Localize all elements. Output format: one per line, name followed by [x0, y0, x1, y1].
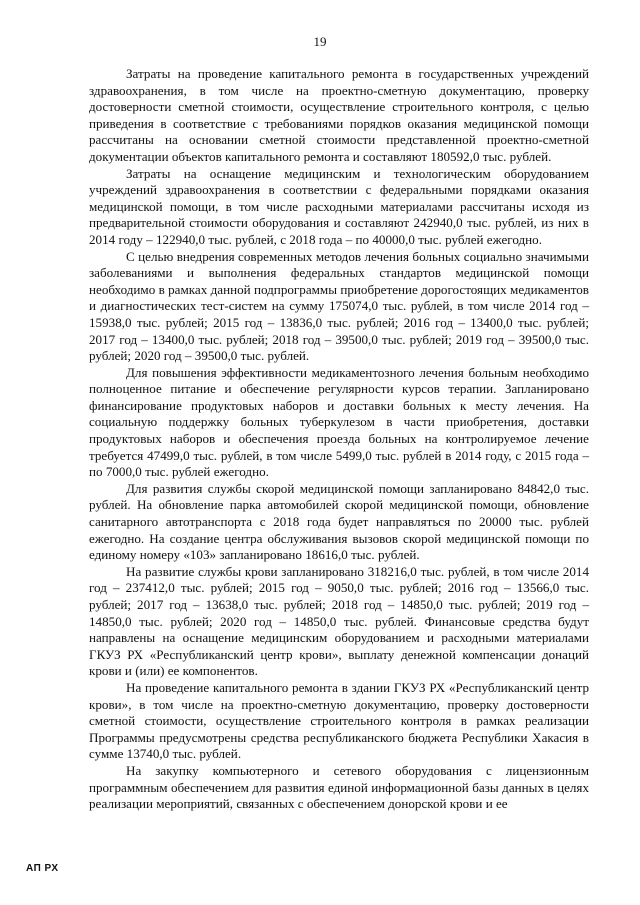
paragraph-blood-service: На развитие службы крови запланировано 318216,0 тыс. рублей, в том числе 2014 год – 237412,0 тыс. рублей; 2015 год – 9050,0 тыс. рублей; 2016 год – 13566,0 тыс. рублей; 2017 год – 13638,0 тыс. рублей; 2018 год – 14850,0 тыс. рублей; 2019 год – 14850,0 тыс. рублей; 2020 год – 14850,0 тыс. рублей. Финансовые средства будут направлены на оснащение медицинским оборудованием и расходными материалами ГКУЗ РХ «Республиканский центр крови», выплату денежной компенсации донаций крови и (или) ее компонентов. [89, 563, 589, 679]
paragraph-ambulance-service: Для развития службы скорой медицинской помощи запланировано 84842,0 тыс. рублей. На обновление парка автомобилей скорой медицинской помощи, обновление санитарного автотранспорта с 2018 года будет направляться по 20000 тыс. рублей ежегодно. На создание центра обслуживания вызовов скорой медицинской помощи по единому номеру «103» запланировано 18616,0 тыс. рублей. [89, 480, 589, 563]
paragraph-equipment: Затраты на оснащение медицинским и технологическим оборудованием учреждений здравоохранения в соответствии с федеральными порядками оказания медицинской помощи, в том числе расходными материалами рассчитаны исходя из предварительной стоимости оборудования и составляют 242940,0 тыс. рублей, из них в 2014 году – 122940,0 тыс. рублей, с 2018 года – по 40000,0 тыс. рублей ежегодно. [89, 165, 589, 247]
paragraph-computer-equipment: На закупку компьютерного и сетевого оборудования с лицензионным программным обеспечением для развития единой информационной базы данных в целях реализации мероприятий, связанных с обеспечением донорской крови и ее [89, 762, 589, 812]
paragraph-capital-repair: Затраты на проведение капитального ремонта в государственных учреждений здравоохранения, в том числе на проектно-сметную документацию, проверку достоверности сметной стоимости, осуществление строительного контроля, с целью приведения в соответствие с требованиями порядков оказания медицинской помощи рассчитаны на основании сметной стоимости представленной проектно-сметной документации объектов капитального ремонта и составляют 180592,0 тыс. рублей. [89, 66, 589, 164]
paragraph-blood-center-repair: На проведение капитального ремонта в здании ГКУЗ РХ «Республиканский центр крови», в том числе на проектно-сметную документацию, проверку достоверности сметной стоимости, осуществление строительного контроля в рамках реализации Программы предусмотрены средства республиканского бюджета Республики Хакасия в сумме 13740,0 тыс. рублей. [89, 679, 589, 762]
paragraph-tuberculosis-support: Для повышения эффективности медикаментозного лечения больным необходимо полноценное питание и обеспечение регулярности курсов терапии. Запланировано финансирование продуктовых наборов и доставки больных к месту лечения. На социальную поддержку больных туберкулезом в части приобретения, доставки продуктовых наборов и обеспечения проезда больных на контролируемое лечение требуется 47499,0 тыс. рублей, в том числе 5499,0 тыс. рублей в 2014 году, с 2015 года – по 7000,0 тыс. рублей ежегодно. [89, 364, 589, 480]
page-number: 19 [313, 34, 327, 49]
paragraph-medications: С целью внедрения современных методов лечения больных социально значимыми заболеваниями и выполнения федеральных стандартов медицинской помощи необходимо в рамках данной подпрограммы приобретение дорогостоящих медикаментов и диагностических тест-систем на сумму 175074,0 тыс. рублей, в том числе 2014 год – 15938,0 тыс. рублей; 2015 год – 13836,0 тыс. рублей; 2016 год – 13400,0 тыс. рублей; 2017 год – 13400,0 тыс. рублей; 2018 год – 39500,0 тыс. рублей; 2019 год – 39500,0 тыс. рублей; 2020 год – 39500,0 тыс. рублей. [89, 248, 589, 364]
document-body [89, 66, 589, 813]
footer-stamp: АП РХ [26, 863, 59, 874]
